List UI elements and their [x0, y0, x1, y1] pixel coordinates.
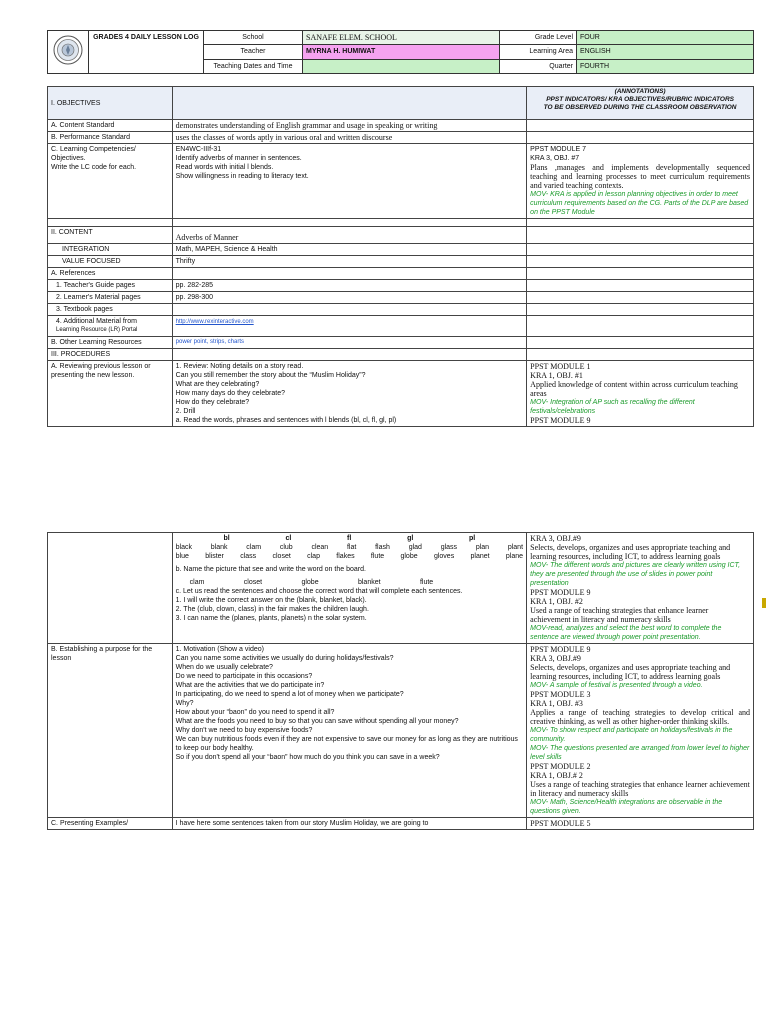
- purpose-line: In participating, do we need to spend a lot of money when we participate?: [175, 691, 404, 698]
- purpose-label: B. Establishing a purpose for the lesson: [48, 644, 173, 818]
- blend-label: gl: [407, 535, 414, 542]
- page-1: [0, 0, 768, 470]
- purpose-annotation: [527, 644, 754, 818]
- tg-value: pp. 282-285: [172, 280, 527, 292]
- review-content: [172, 361, 527, 427]
- word: blue: [175, 553, 189, 560]
- annot-mov-2: MOV- To show respect and participate on holidays/festivals in the community.: [530, 727, 733, 743]
- annot-kra-2: KRA 1, OBJ. #2: [530, 597, 583, 606]
- competency-item: Identify adverbs of manner in sentences.: [175, 155, 302, 162]
- procedures-label: III. PROCEDURES: [48, 349, 173, 361]
- annot-mov-2: MOV-read, analyzes and select the best word to complete the sentence are viewed through power point presentation.: [530, 625, 722, 641]
- additional-row: [48, 316, 754, 337]
- annot-module: PPST MODULE 7: [530, 146, 587, 153]
- content-standard-value: demonstrates understanding of English grammar and usage in speaking or writing: [172, 120, 527, 132]
- seal-icon: [53, 35, 83, 65]
- procedures-row: [48, 349, 754, 361]
- word: plan: [475, 544, 490, 551]
- annot-text: Plans ,manages and implements developmentally sequenced teaching and learning processes to meet curriculum requirements and varied teaching contexts.: [530, 163, 750, 190]
- annot-text-2: Applies a range of teaching strategies to develop critical and creative thinking, as well as other higher-order thinking skills.: [530, 708, 750, 726]
- tb-row: [48, 304, 754, 316]
- annot-text: Applied knowledge of content within across curriculum teaching areas: [530, 380, 738, 398]
- annot-mov-3: MOV- The questions presented are arranged from lower level to higher level skills: [530, 745, 750, 761]
- tg-label: 1. Teacher's Guide pages: [48, 280, 173, 292]
- purpose-line: So if you don't spend all your “baon” how much do you think you can save in a week?: [175, 754, 440, 761]
- other-resources-row: [48, 337, 754, 349]
- integration-annot: [527, 244, 754, 256]
- purpose-line: We can buy nutritious foods even if they are not expensive to save our money for as long as they are nutritious to keep our body healthy.: [175, 736, 518, 752]
- annot-text: Selects, develops, organizes and uses appropriate teaching and learning resources, including ICT, to address learning goals: [530, 663, 731, 681]
- header-table: [47, 30, 754, 74]
- page-2: [0, 530, 768, 1024]
- additional-label-cell: [48, 316, 173, 337]
- references-row: [48, 268, 754, 280]
- blend-label: bl: [223, 535, 230, 542]
- purpose-line: Can you name some activities we usually do during holidays/festivals?: [175, 655, 394, 662]
- picture-word: clam: [189, 579, 205, 586]
- review-line: 1. Review: Noting details on a story read.: [175, 363, 304, 370]
- drill-row: [48, 533, 754, 644]
- annotations-header: [527, 87, 754, 120]
- picture-word: globe: [301, 579, 319, 586]
- word: flakes: [336, 553, 355, 560]
- word: flash: [375, 544, 390, 551]
- school-value: SANAFE ELEM. SCHOOL: [303, 31, 500, 45]
- objectives-row: [48, 87, 754, 120]
- annotations-line-3: TO BE OBSERVED DURING THE CLASSROOM OBSERVATION: [543, 104, 737, 111]
- tb-value: [172, 304, 527, 316]
- school-label: School: [204, 31, 303, 45]
- annot-module-3: PPST MODULE 2: [530, 762, 591, 771]
- quarter-label: Quarter: [500, 59, 577, 73]
- annot-kra-3: KRA 1, OBJ.# 2: [530, 771, 583, 780]
- word: globe: [400, 553, 418, 560]
- objectives-label: I. OBJECTIVES: [48, 87, 173, 120]
- purpose-line: Why?: [175, 700, 194, 707]
- competencies-note: Write the LC code for each.: [51, 164, 137, 171]
- performance-standard-label: B. Performance Standard: [48, 132, 173, 144]
- margin-marker: [762, 598, 766, 608]
- annot-module-2: PPST MODULE 9: [530, 588, 591, 597]
- content-row: [48, 227, 754, 244]
- blend-label: fl: [347, 535, 352, 542]
- integration-row: [48, 244, 754, 256]
- rex-link[interactable]: http://www.rexinteractive.com: [175, 319, 254, 325]
- word: flat: [346, 544, 357, 551]
- content-standard-annot: [527, 120, 754, 132]
- purpose-line: What are the activities that we do participate in?: [175, 682, 325, 689]
- sentence-item: 2. The (club, clown, class) in the fair makes the children laugh.: [175, 606, 369, 613]
- purpose-line: How about your “baon” do you need to spend it all?: [175, 709, 335, 716]
- content-label: II. CONTENT: [48, 227, 173, 244]
- word: glass: [440, 544, 458, 551]
- content-annot: [527, 227, 754, 244]
- annot-kra: KRA 3, OBJ.#9: [530, 654, 581, 663]
- annotations-line-2: PPST INDICATORS/ KRA OBJECTIVES/RUBRIC INDICATORS: [546, 96, 734, 103]
- other-annot: [527, 337, 754, 349]
- dates-value: [303, 59, 500, 73]
- value-annot: [527, 256, 754, 268]
- word: plane: [505, 553, 524, 560]
- sentence-item: 1. I will write the correct answer on the (blank, blanket, black).: [175, 597, 367, 604]
- annot-text-3: Uses a range of teaching strategies that enhance learner achievement in literacy and numeracy skills: [530, 780, 750, 798]
- area-value: ENGLISH: [577, 45, 754, 59]
- competencies-list: [172, 144, 527, 219]
- dates-label: Teaching Dates and Time: [204, 59, 303, 73]
- drill-label: [48, 533, 173, 644]
- teacher-value: MYRNA H. HUMIWAT: [303, 45, 500, 59]
- review-line: a. Read the words, phrases and sentences with l blends (bl, cl, fl, gl, pl): [175, 417, 397, 424]
- word: planet: [470, 553, 490, 560]
- performance-standard-annot: [527, 132, 754, 144]
- area-label: Learning Area: [500, 45, 577, 59]
- word: clean: [311, 544, 329, 551]
- value-value: Thrifty: [172, 256, 527, 268]
- annot-mov: MOV- A sample of festival is presented through a video.: [530, 682, 703, 689]
- annot-kra: KRA 3, OBJ. #7: [530, 155, 580, 162]
- references-label: A. References: [48, 268, 173, 280]
- picture-instruction: b. Name the picture that see and write the word on the board.: [175, 566, 366, 573]
- competencies-label: C. Learning Competencies/ Objectives.: [51, 146, 136, 162]
- review-annotation: [527, 361, 754, 427]
- presenting-annotation: PPST MODULE 5: [527, 818, 754, 830]
- review-line: Can you still remember the story about the “Muslim Holiday”?: [175, 372, 366, 379]
- procedures-value: [172, 349, 527, 361]
- sentence-instruction: c. Let us read the sentences and choose the correct word that will complete each sentences.: [175, 588, 463, 595]
- picture-word: closet: [243, 579, 263, 586]
- presenting-label: C. Presenting Examples/: [48, 818, 173, 830]
- word: gloves: [433, 553, 455, 560]
- additional-value-cell: [172, 316, 527, 337]
- content-standard-label: A. Content Standard: [48, 120, 173, 132]
- annot-mov: MOV- KRA is applied in lesson planning objectives in order to meet curriculum requirements based on the CG. Parts of the DLP are based on the PPST Module: [530, 191, 749, 216]
- presenting-row: [48, 818, 754, 830]
- blend-label: cl: [285, 535, 292, 542]
- blank-row: [48, 219, 754, 227]
- additional-annot: [527, 316, 754, 337]
- tb-label: 3. Textbook pages: [48, 304, 173, 316]
- references-value: [172, 268, 527, 280]
- grade-value: FOUR: [577, 31, 754, 45]
- annot-kra: KRA 3, OBJ.#9: [530, 534, 581, 543]
- word: class: [240, 553, 257, 560]
- annot-text-2: Used a range of teaching strategies that enhance learner achievement in literacy and numeracy skills: [530, 606, 709, 624]
- lesson-table-2: [47, 532, 754, 830]
- review-line: What are they celebrating?: [175, 381, 260, 388]
- purpose-line: Do we need to participate in this occasions?: [175, 673, 313, 680]
- review-row: [48, 361, 754, 427]
- drill-annotation: [527, 533, 754, 644]
- annot-module-2: PPST MODULE 9: [530, 416, 591, 425]
- tg-row: [48, 280, 754, 292]
- integration-label: INTEGRATION: [48, 244, 173, 256]
- tg-annot: [527, 280, 754, 292]
- picture-word: flute: [419, 579, 434, 586]
- purpose-line: What are the foods you need to buy so that you can save without spending all your money?: [175, 718, 459, 725]
- annot-module: PPST MODULE 9: [530, 645, 591, 654]
- procedures-annot: [527, 349, 754, 361]
- additional-label-2: Learning Resource (LR) Portal: [56, 327, 138, 333]
- purpose-line: Why don't we need to buy expensive foods?: [175, 727, 313, 734]
- competency-item: Show willingness in reading to literacy text.: [175, 173, 309, 180]
- annot-module-2: PPST MODULE 3: [530, 690, 591, 699]
- annot-module: PPST MODULE 1: [530, 362, 591, 371]
- word-row-1: [176, 543, 524, 552]
- competencies-row: [48, 144, 754, 219]
- blend-label: pl: [469, 535, 476, 542]
- quarter-value: FOURTH: [577, 59, 754, 73]
- word: blank: [210, 544, 228, 551]
- annot-mov: MOV- Integration of AP such as recalling the different festivals/celebrations: [530, 399, 695, 415]
- review-line: How many days do they celebrate?: [175, 390, 285, 397]
- purpose-line: When do we usually celebrate?: [175, 664, 273, 671]
- tb-annot: [527, 304, 754, 316]
- performance-standard-value: uses the classes of words aptly in various oral and written discourse: [172, 132, 527, 144]
- other-label: B. Other Learning Resources: [48, 337, 173, 349]
- lesson-log-title: GRADES 4 DAILY LESSON LOG: [89, 31, 204, 74]
- word-row-2: [176, 552, 524, 561]
- objectives-blank: [172, 87, 527, 120]
- grade-label: Grade Level: [500, 31, 577, 45]
- presenting-content: I have here some sentences taken from our story Muslim Holiday, we are going to: [172, 818, 527, 830]
- purpose-content: [172, 644, 527, 818]
- word: glad: [408, 544, 422, 551]
- competencies-annotation: [527, 144, 754, 219]
- value-row: [48, 256, 754, 268]
- sentence-item: 3. I can name the (planes, plants, planets) n the solar system.: [175, 615, 367, 622]
- references-annot: [527, 268, 754, 280]
- blend-headers: [176, 534, 524, 543]
- word: closet: [272, 553, 291, 560]
- annot-kra-2: KRA 1, OBJ. #3: [530, 699, 583, 708]
- other-value: power point, strips, charts: [172, 337, 527, 349]
- purpose-line: 1. Motivation (Show a video): [175, 646, 264, 653]
- annot-text: Selects, develops, organizes and uses appropriate teaching and learning resources, including ICT, to address learning goals: [530, 543, 731, 561]
- annot-mov: MOV- The different words and pictures are clearly written using ICT, they are presented through the use of slides in power point presentation: [530, 562, 741, 587]
- content-standard-row: [48, 120, 754, 132]
- picture-word: blanket: [357, 579, 381, 586]
- word: plant: [507, 544, 524, 551]
- teacher-label: Teacher: [204, 45, 303, 59]
- word: clam: [246, 544, 262, 551]
- word: flute: [370, 553, 385, 560]
- review-line: 2. Drill: [175, 408, 196, 415]
- word: clap: [307, 553, 320, 560]
- integration-value: Math, MAPEH, Science & Health: [172, 244, 527, 256]
- competencies-label-cell: [48, 144, 173, 219]
- review-label: A. Reviewing previous lesson or presenting the new lesson.: [48, 361, 173, 427]
- word: club: [279, 544, 293, 551]
- competency-item: Read words with initial l blends.: [175, 164, 274, 171]
- word: black: [175, 544, 192, 551]
- annot-kra: KRA 1, OBJ. #1: [530, 371, 583, 380]
- annotations-title: (ANNOTATIONS): [614, 88, 666, 95]
- content-value: Adverbs of Manner: [172, 227, 527, 244]
- annot-mov-4: MOV- Math, Science/Health integrations are observable in the questions given.: [530, 799, 723, 815]
- performance-standard-row: [48, 132, 754, 144]
- review-line: How do they celebrate?: [175, 399, 250, 406]
- lm-value: pp. 298-300: [172, 292, 527, 304]
- purpose-row: [48, 644, 754, 818]
- drill-content: [172, 533, 527, 644]
- value-label: VALUE FOCUSED: [48, 256, 173, 268]
- word: blister: [205, 553, 224, 560]
- lc-code: EN4WC-IIIf-31: [175, 146, 222, 153]
- lm-row: [48, 292, 754, 304]
- deped-seal-logo: [48, 31, 89, 74]
- additional-label: 4. Additional Material from: [56, 318, 137, 325]
- lm-label: 2. Learner's Material pages: [48, 292, 173, 304]
- lm-annot: [527, 292, 754, 304]
- lesson-table-1: [47, 86, 754, 427]
- picture-words: [176, 578, 524, 587]
